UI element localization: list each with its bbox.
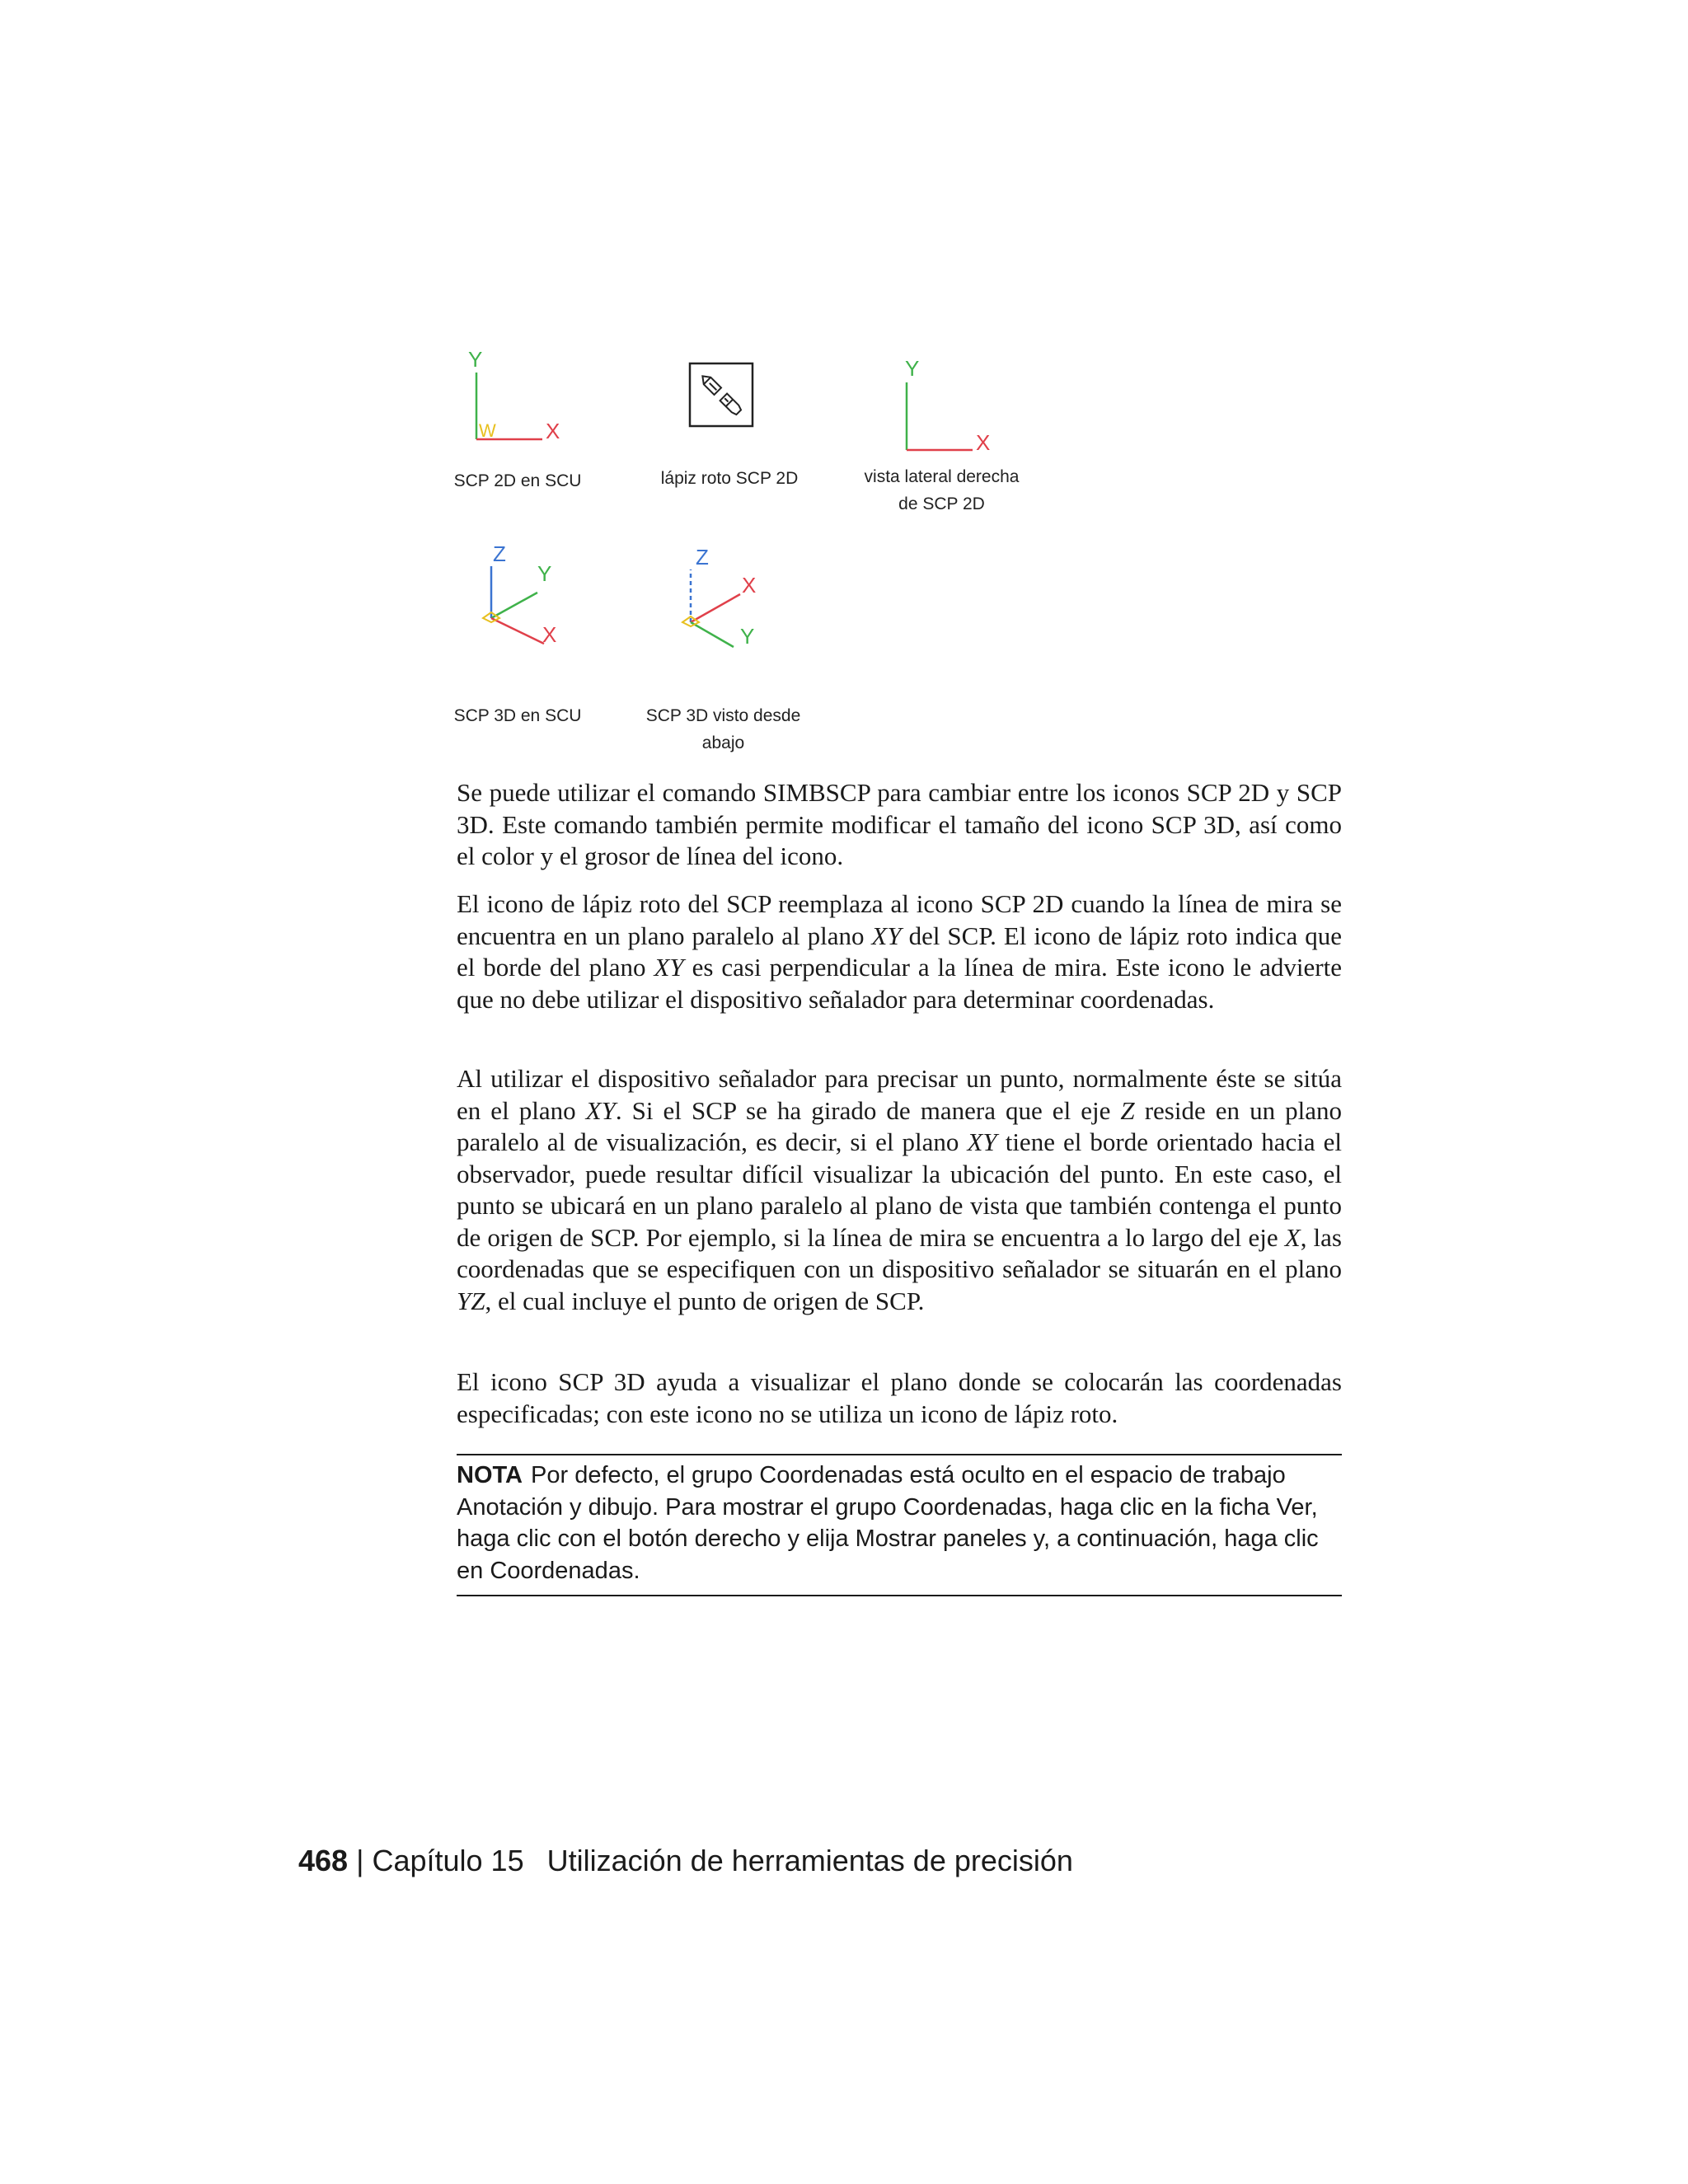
paragraph-simbscp xyxy=(457,777,1342,873)
p2-text-c: del SCP. El icono de lápiz roto indica que el borde del plano xyxy=(457,921,1342,982)
scp3d-x-label: X xyxy=(542,622,557,647)
paragraph-scp3d-text: El icono SCP 3D ayuda a visualizar el plano donde se colocarán las coordenadas especificadas; con este icono no se utiliza un icono de lápiz roto. xyxy=(457,1367,1342,1428)
paragraph-simbscp-text: Se puede utilizar el comando SIMBSCP para cambiar entre los iconos SCP 2D y SCP 3D. Este comando también permite modificar el tamaño del icono SCP 3D, así como el color y el grosor de línea del icono. xyxy=(457,778,1342,870)
p3-text-g: tiene el borde orientado hacia el observador, puede resultar difícil visualizar la ubicación del punto. En este caso, el punto se ubicará en un plano paralelo al plano de vista que también contenga el punto de origen de SCP. Por ejemplo, si la línea de mira se encuentra a lo largo del eje xyxy=(457,1127,1343,1252)
caption-vista-lateral-line1: vista lateral derecha xyxy=(864,467,1020,486)
scp3d-z-label: Z xyxy=(493,541,506,566)
scp2d-x-label: X xyxy=(546,419,560,443)
scp3d-below-x-label: X xyxy=(742,573,757,598)
paragraph-scp3d xyxy=(457,1366,1342,1430)
note-label: NOTA xyxy=(457,1462,523,1488)
p3-italic-d: Z xyxy=(1120,1095,1135,1125)
caption-vista-lateral-line2: de SCP 2D xyxy=(898,494,985,513)
side-view-y-label: Y xyxy=(905,356,920,381)
p3-text-e: reside en un plano paralelo al de visualización, es decir, si el plano xyxy=(457,1095,1342,1156)
p3-text-k: , el cual incluye el punto de origen de SCP. xyxy=(485,1286,925,1315)
caption-scp2d-scu: SCP 2D en SCU xyxy=(453,471,582,490)
caption-scp3d-abajo-line2: abajo xyxy=(701,733,745,752)
p3-italic-b: XY xyxy=(585,1095,616,1125)
side-view-scp2d-icon xyxy=(897,353,1012,452)
paragraph-dispositivo-senalador xyxy=(457,1063,1342,1317)
p2-italic-d: XY xyxy=(654,953,684,982)
p3-text-i: , las coordenadas que se especifiquen con un dispositivo señalador se situarán en el plano xyxy=(457,1222,1342,1283)
p3-italic-j: YZ xyxy=(457,1286,485,1315)
p3-italic-f: XY xyxy=(967,1127,997,1156)
caption-scp3d-abajo-line1: SCP 3D visto desde xyxy=(645,706,801,725)
scp2d-w-label: W xyxy=(479,420,496,441)
p3-text-c: . Si el SCP se ha girado de manera que el eje xyxy=(615,1095,1121,1125)
scp2d-scu-icon xyxy=(462,346,577,445)
scp3d-y-label: Y xyxy=(537,561,552,586)
caption-lapiz-roto: lápiz roto SCP 2D xyxy=(660,469,799,488)
broken-pencil-icon xyxy=(687,360,756,429)
p3-text-a: Al utilizar el dispositivo señalador para precisar un punto, normalmente éste se sitúa en el plano xyxy=(457,1064,1342,1125)
scp3d-below-z-label: Z xyxy=(696,545,709,569)
p3-italic-h: X xyxy=(1284,1222,1301,1252)
footer-chapter: Capítulo 15 xyxy=(372,1844,524,1877)
footer-separator: | xyxy=(356,1844,364,1877)
p2-text-e: es casi perpendicular a la línea de mira. Este icono le advierte que no debe utilizar el dispositivo señalador para determinar coordenadas. xyxy=(457,953,1342,1014)
note-box xyxy=(457,1454,1342,1596)
page-footer xyxy=(298,1843,1073,1879)
scp3d-below-y-label: Y xyxy=(740,624,755,649)
scp2d-y-label: Y xyxy=(468,347,483,372)
scp3d-below-icon xyxy=(676,540,775,655)
caption-vista-lateral xyxy=(849,463,1034,518)
caption-scp3d-scu: SCP 3D en SCU xyxy=(453,706,582,725)
scp3d-scu-icon xyxy=(476,540,575,655)
note-text: Por defecto, el grupo Coordenadas está oculto en el espacio de trabajo Anotación y dibujo. Para mostrar el grupo Coordenadas, haga clic en la ficha Ver, haga clic con el botón derecho y elija Mostrar paneles y, a continuación, haga clic en Coordenadas. xyxy=(457,1462,1319,1584)
p2-text-a: El icono de lápiz roto del SCP reemplaza al icono SCP 2D cuando la línea de mira se encuentra en un plano paralelo al plano xyxy=(457,889,1342,950)
footer-chapter-title: Utilización de herramientas de precisión xyxy=(546,1844,1073,1877)
p2-italic-b: XY xyxy=(871,921,902,950)
page-number: 468 xyxy=(298,1844,349,1877)
side-view-x-label: X xyxy=(976,430,991,452)
caption-scp3d-abajo xyxy=(635,702,812,757)
paragraph-lapiz-roto xyxy=(457,888,1342,1015)
